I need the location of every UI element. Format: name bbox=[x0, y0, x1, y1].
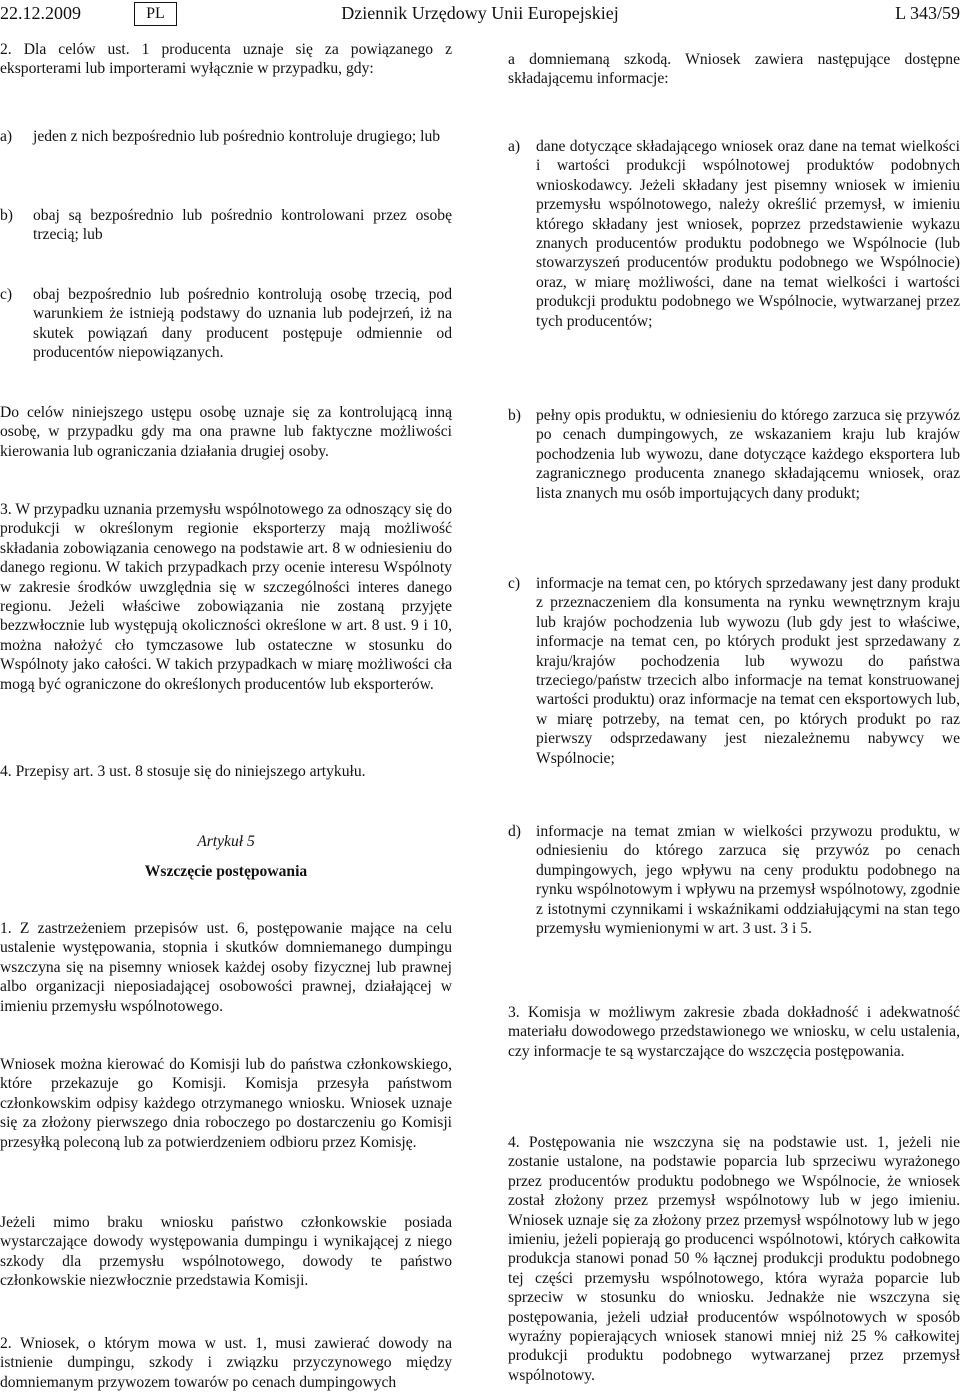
list-item-text: obaj bezpośrednio lub pośrednio kontrolują osobę trzecią, pod warunkiem że istnieją podstawy do uznania lub podejrzeń, iż na skutek powiązań dany producent postępuje odmiennie od producentów niepowiązanych. bbox=[33, 286, 452, 362]
list-item-c bbox=[0, 285, 452, 363]
control-definition: Do celów niniejszego ustępu osobę uznaje się za kontrolującą inną osobę, w przypadku gdy ma ona prawne lub faktyczne możliwości kierowania lub ograniczania działania drugiej osoby. bbox=[0, 404, 452, 460]
article-paragraph-1: 1. Z zastrzeżeniem przepisów ust. 6, postępowanie mające na celu ustalenie występowania, stopnia i skutków domniemanego dumpingu wszczyna się na pisemny wniosek każdej osoby fizycznej lub prawnej albo organizacji nieposiadającej osobowości prawnej, działającej w imieniu przemysłu wspólnotowego. bbox=[0, 920, 452, 1015]
list-item-label: c) bbox=[508, 575, 521, 592]
list-item-text: dane dotyczące składającego wniosek oraz dane na temat wielkości i wartości produkcji wspólnotowej produktów podobnych wnioskodawcy. Jeżeli składany jest pisemny wniosek w imieniu przemysłu wspólnotowego, należy określić przemysł, w imieniu którego składany jest wniosek, poprzez przedstawienie wykazu znanych producentów produktu podobnego we Wspólnocie (lub stowarzyszeń producentów produktu podobnego we Wspólnocie) oraz, w miarę możliwości, dane na temat wielkości i wartości produkcji produktu podobnego we Wspólnocie, wytwarzanej przez tych producentów; bbox=[536, 138, 960, 330]
right-paragraph-4: 4. Postępowania nie wszczyna się na podstawie ust. 1, jeżeli nie zostanie ustalone, na podstawie poparcia lub sprzeciwu wyrażonego przez producentów produktu podobnego we Wspólnocie, że wniosek został złożony przez przemysł wspólnotowy lub w jego imieniu. Wniosek uznaje się za złożony przez przemysł wspólnotowy lub w jego imieniu, jeżeli popierają go producenci wspólnotowi, których całkowita produkcja stanowi ponad 50 % łącznej produkcji produktu podobnego tej części przemysłu wspólnotowego, która wyraża poparcie lub sprzeciw w stosunku do wniosku. Jednakże nie wszczyna się postępowania, jeżeli udział producentów wspólnotowych w sposób wyraźny popierających wniosek stanowi mniej niż 25 % całkowitej produkcji produktu podobnego wytwarzanej przez przemysł wspólnotowy. bbox=[508, 1134, 960, 1384]
list-item-label: d) bbox=[508, 823, 521, 840]
list-item-text: obaj są bezpośrednio lub pośrednio kontrolowani przez osobę trzecią; lub bbox=[33, 207, 452, 244]
list-item-a bbox=[508, 137, 960, 331]
page-reference: L 343/59 bbox=[895, 3, 960, 23]
right-paragraph-3: 3. Komisja w możliwym zakresie zbada dokładność i adekwatność materiału dowodowego przedstawionego we wniosku, w celu ustalenia, czy informacje te są wystarczające do wszczęcia postępowania. bbox=[508, 1004, 960, 1060]
list-item-label: c) bbox=[0, 286, 13, 303]
left-paragraph-2: 2. Dla celów ust. 1 producenta uznaje się za powiązanego z eksporterami lub importerami wyłącznie w przypadku, gdy: bbox=[0, 41, 452, 78]
journal-title: Dziennik Urzędowy Unii Europejskiej bbox=[341, 3, 619, 23]
article-paragraph-1c: Jeżeli mimo braku wniosku państwo członkowskie posiada wystarczające dowody występowania dumpingu i wynikającej z niego szkody dla przemysłu wspólnotowego, dowody te państwo członkowskie niezwłocznie przedstawia Komisji. bbox=[0, 1214, 452, 1290]
list-item-text: informacje na temat cen, po których sprzedawany jest dany produkt z przeznaczeniem dla konsumenta na rynku wewnętrznym kraju lub krajów pochodzenia lub wywozu (lub gdy jest to właściwe, informacje na temat cen, po których produkt jest sprzedawany z kraju/krajów pochodzenia lub wywozu do państwa trzeciego/państw trzecich albo informacje na temat konstruowanej wartości produktu) oraz informacje na temat cen eksportowych lub, w miarę potrzeby, na temat cen, po których produkt po raz pierwszy odsprzedawany jest niezależnemu nabywcy we Wspólnocie; bbox=[536, 575, 960, 767]
list-item-a bbox=[0, 127, 452, 146]
article-number: Artykuł 5 bbox=[197, 833, 255, 850]
list-item-text: informacje na temat zmian w wielkości przywozu produktu, w odniesieniu do którego zarzuca się przywóz po cenach dumpingowych, jego wpływu na ceny produktu podobnego na rynku wspólnotowym i wpływu na przemysł wspólnotowy, zgodnie z istotnymi czynnikami i wskaźnikami oddziałującymi na stan tego przemysłu wymienionymi w art. 3 ust. 3 i 5. bbox=[536, 823, 960, 938]
publication-date: 22.12.2009 bbox=[0, 3, 81, 23]
list-item-label: b) bbox=[0, 207, 13, 224]
left-paragraph-3: 3. W przypadku uznania przemysłu wspólnotowego za odnoszący się do produkcji w określonym regionie eksporterzy mają możliwość składania zobowiązania cenowego na podstawie art. 8 w odniesieniu do danego regionu. W takich przypadkach przy ocenie interesu Wspólnoty w zakresie środków uwzględnia się w szczególności interes danego regionu. Jeżeli właściwe zobowiązania nie zostaną przyjęte bezzwłocznie lub występują okoliczności określone w art. 8 ust. 9 i 10, można nałożyć cło tymczasowe lub ostateczne w stosunku do Wspólnoty jako całości. W takich przypadkach w miarę możliwości cła mogą być ograniczone do określonych producentów lub eksporterów. bbox=[0, 501, 452, 693]
list-item-text: jeden z nich bezpośrednio lub pośrednio kontroluje drugiego; lub bbox=[33, 128, 441, 145]
list-item-label: b) bbox=[508, 407, 521, 424]
list-item-b bbox=[0, 206, 452, 245]
right-continuation: a domniemaną szkodą. Wniosek zawiera następujące dostępne składającemu informacje: bbox=[508, 51, 960, 88]
article-title: Wszczęcie postępowania bbox=[144, 863, 308, 880]
list-item-label: a) bbox=[508, 138, 521, 155]
article-paragraph-1b: Wniosek można kierować do Komisji lub do państwa członkowskiego, które przekazuje go Komisji. Komisja przesyła państwom członkowskim odpisy każdego otrzymanego wniosku. Wniosek uznaje się za złożony pierwszego dnia roboczego po dostarczeniu go Komisji przesyłką poleconą lub za potwierdzeniem odbioru przez Komisję. bbox=[0, 1056, 452, 1151]
list-item-text: pełny opis produktu, w odniesieniu do którego zarzuca się przywóz po cenach dumpingowych, ze wskazaniem kraju lub krajów pochodzenia lub wywozu, dane dotyczące każdego eksportera lub zagranicznego producenta znanego składającemu wniosek, oraz lista znanych mu osób importujących dany produkt; bbox=[536, 407, 960, 502]
list-item-c bbox=[508, 574, 960, 768]
list-item-b bbox=[508, 406, 960, 503]
list-item-label: a) bbox=[0, 128, 13, 145]
article-paragraph-2: 2. Wniosek, o którym mowa w ust. 1, musi zawierać dowody na istnienie dumpingu, szkody i związku przyczynowego między domniemanym przywozem towarów po cenach dumpingowych bbox=[0, 1335, 452, 1391]
language-badge: PL bbox=[134, 2, 177, 26]
page-header bbox=[0, 0, 960, 34]
left-paragraph-4: 4. Przepisy art. 3 ust. 8 stosuje się do niniejszego artykułu. bbox=[0, 763, 366, 780]
list-item-d bbox=[508, 822, 960, 938]
